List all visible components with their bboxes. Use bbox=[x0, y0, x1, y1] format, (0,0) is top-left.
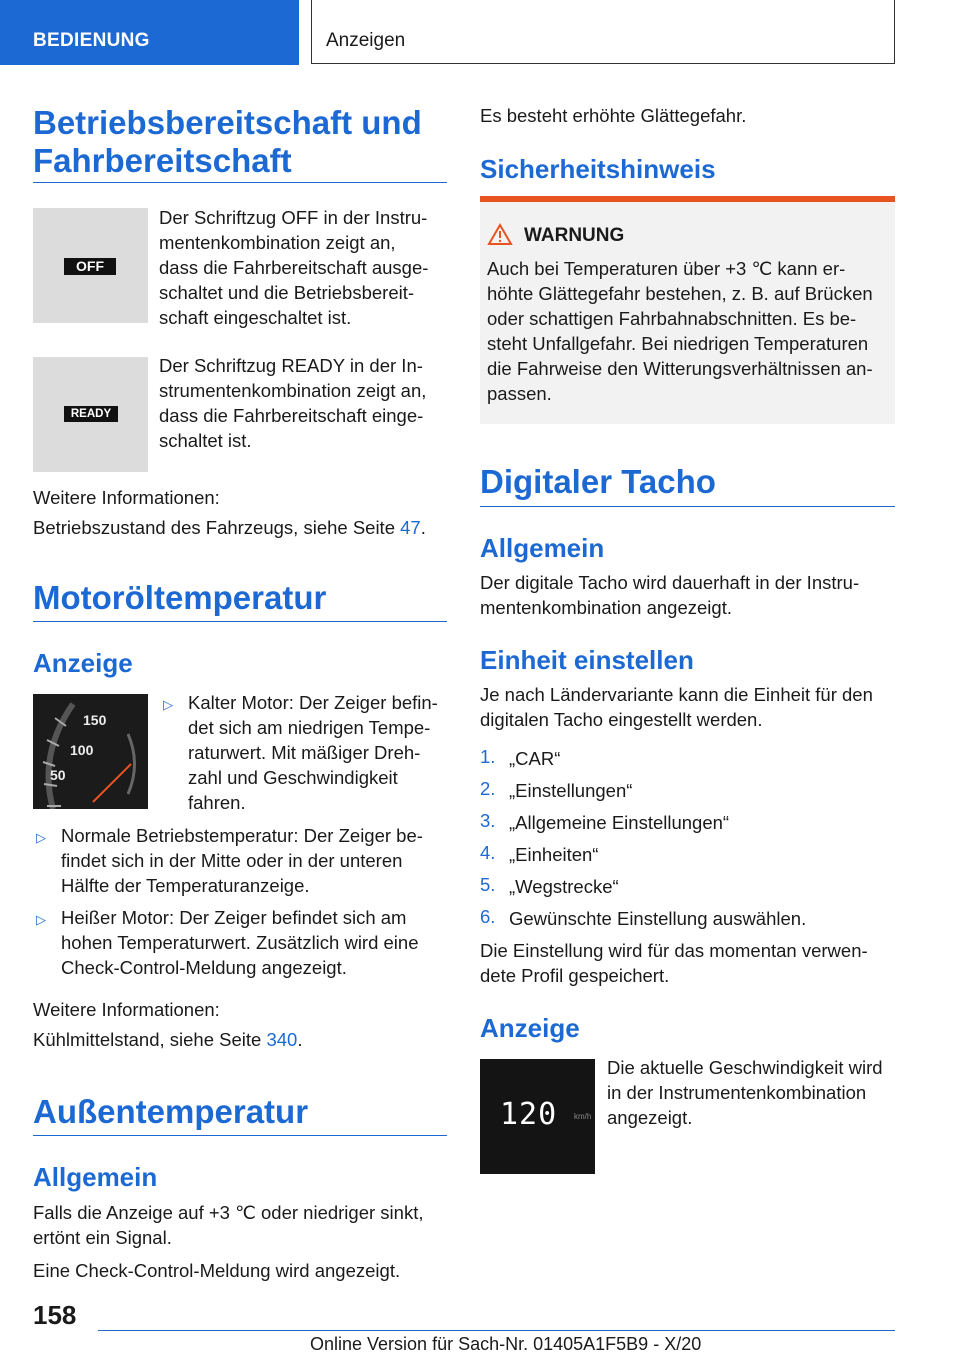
step-text: „Wegstrecke“ bbox=[509, 876, 619, 897]
bullet-cold-engine: Kalter Motor: Der Zeiger befin- det sich am niedrigen Tempe- raturwert. Mit mäßiger Dreh- zahl und Geschwindigkeit fahren. bbox=[188, 692, 438, 813]
more-info-2: Weitere Informationen: Kühlmittelstand, siehe Seite 340. bbox=[33, 999, 303, 1050]
step-number: 5. bbox=[480, 874, 496, 895]
bullet-normal-temp: Normale Betriebstemperatur: Der Zeiger be- findet sich in der Mitte oder in der unteren Hälfte der Temperaturanzeige. bbox=[61, 825, 423, 896]
warning-triangle-icon bbox=[487, 223, 513, 246]
warning-label: WARNUNG bbox=[524, 225, 625, 246]
bullet-triangle-icon: ▷ bbox=[36, 912, 46, 927]
section-tab: BEDIENUNG bbox=[0, 0, 299, 65]
page-link-47[interactable]: 47 bbox=[400, 517, 421, 538]
gauge-label: 100 bbox=[70, 742, 94, 758]
digital-speed-image bbox=[480, 1059, 595, 1174]
subsection-anzeige: Anzeige bbox=[33, 648, 133, 678]
tacho-general-text: Der digitale Tacho wird dauerhaft in der Instru- mentenkombination angezeigt. bbox=[480, 572, 860, 618]
subsection-allgemein: Allgemein bbox=[480, 533, 605, 563]
step-number: 1. bbox=[480, 746, 496, 767]
page-number: 158 bbox=[33, 1300, 77, 1330]
section-title-digitaler-tacho: Digitaler Tacho bbox=[480, 463, 716, 500]
subsection-sicherheitshinweis: Sicherheitshinweis bbox=[480, 154, 716, 184]
chapter-tab: Anzeigen bbox=[311, 0, 895, 64]
step-text: „Einstellungen“ bbox=[509, 780, 633, 801]
section-title-aussentemperatur: Außentemperatur bbox=[33, 1093, 309, 1130]
footer-rule bbox=[98, 1330, 895, 1331]
ready-description: Der Schriftzug READY in der In- strumentenkombination zeigt an, dass die Fahrbereitschaft einge- schaltet ist. bbox=[159, 355, 427, 451]
speed-unit: km/h bbox=[574, 1112, 592, 1121]
online-version-text: Online Version für Sach-Nr. 01405A1F5B9 - X/20 bbox=[310, 1334, 702, 1354]
section-title-betriebsbereitschaft: Betriebsbereitschaft und Fahrbereitschaft bbox=[33, 104, 422, 179]
step-number: 3. bbox=[480, 810, 496, 831]
step-text: „Allgemeine Einstellungen“ bbox=[509, 812, 730, 833]
oil-temp-gauge-image bbox=[33, 694, 148, 809]
page-link-340[interactable]: 340 bbox=[266, 1029, 298, 1050]
section-title-motoroeltemperatur: Motoröltemperatur bbox=[33, 579, 327, 616]
step-number: 2. bbox=[480, 778, 496, 799]
title-rule bbox=[480, 506, 895, 507]
step-number: 4. bbox=[480, 842, 496, 863]
off-description: Der Schriftzug OFF in der Instru- mentenkombination zeigt an, dass die Fahrbereitschaft ausge- schaltet und die Betriebsbereit- schaft eingeschaltet ist. bbox=[159, 207, 429, 328]
step-text: Gewünschte Einstellung auswählen. bbox=[509, 908, 807, 929]
step-number: 6. bbox=[480, 906, 496, 927]
gauge-label: 50 bbox=[50, 767, 66, 783]
warning-bar bbox=[480, 196, 895, 202]
title-rule bbox=[33, 182, 447, 183]
bullet-hot-engine: Heißer Motor: Der Zeiger befindet sich am hohen Temperaturwert. Zusätzlich wird eine Check-Control-Meldung angezeigt. bbox=[61, 907, 419, 978]
continuation-text: Es besteht erhöhte Glättegefahr. bbox=[480, 105, 747, 126]
off-badge: OFF bbox=[64, 258, 116, 275]
bullet-triangle-icon: ▷ bbox=[163, 697, 173, 712]
speed-description: Die aktuelle Geschwindigkeit wird in der Instrumentenkombination angezeigt. bbox=[607, 1057, 883, 1128]
subsection-allgemein: Allgemein bbox=[33, 1162, 158, 1192]
outside-temp-text: Falls die Anzeige auf +3 ℃ oder niedriger sinkt, ertönt ein Signal. Eine Check-Control-Meldung wird angezeigt. bbox=[33, 1202, 424, 1281]
subsection-anzeige: Anzeige bbox=[480, 1013, 580, 1043]
unit-setting-text: Je nach Ländervariante kann die Einheit für den digitalen Tacho eingestellt werden. bbox=[480, 684, 873, 730]
profile-save-text: Die Einstellung wird für das momentan verwen- dete Profil gespeichert. bbox=[480, 940, 868, 986]
more-info-1: Weitere Informationen: Betriebszustand des Fahrzeugs, siehe Seite 47. bbox=[33, 487, 426, 538]
speed-value: 120 bbox=[500, 1097, 558, 1132]
off-indicator-image bbox=[33, 208, 148, 323]
subsection-einheit-einstellen: Einheit einstellen bbox=[480, 645, 694, 675]
ready-badge: READY bbox=[64, 406, 118, 422]
title-rule bbox=[33, 621, 447, 622]
title-rule bbox=[33, 1135, 447, 1136]
bullet-triangle-icon: ▷ bbox=[36, 830, 46, 845]
step-text: „Einheiten“ bbox=[509, 844, 599, 865]
gauge-label: 150 bbox=[83, 712, 107, 728]
step-text: „CAR“ bbox=[509, 748, 561, 769]
ready-indicator-image bbox=[33, 357, 148, 472]
warning-text: Auch bei Temperaturen über +3 ℃ kann er- höhte Glättegefahr bestehen, z. B. auf Brücken oder schattigen Fahrbahnabschnitten. Es be- steht Unfallgefahr. Bei niedrigen Temperaturen die Fahrweise den Witterungsverhältnissen an- passen. bbox=[487, 258, 873, 404]
